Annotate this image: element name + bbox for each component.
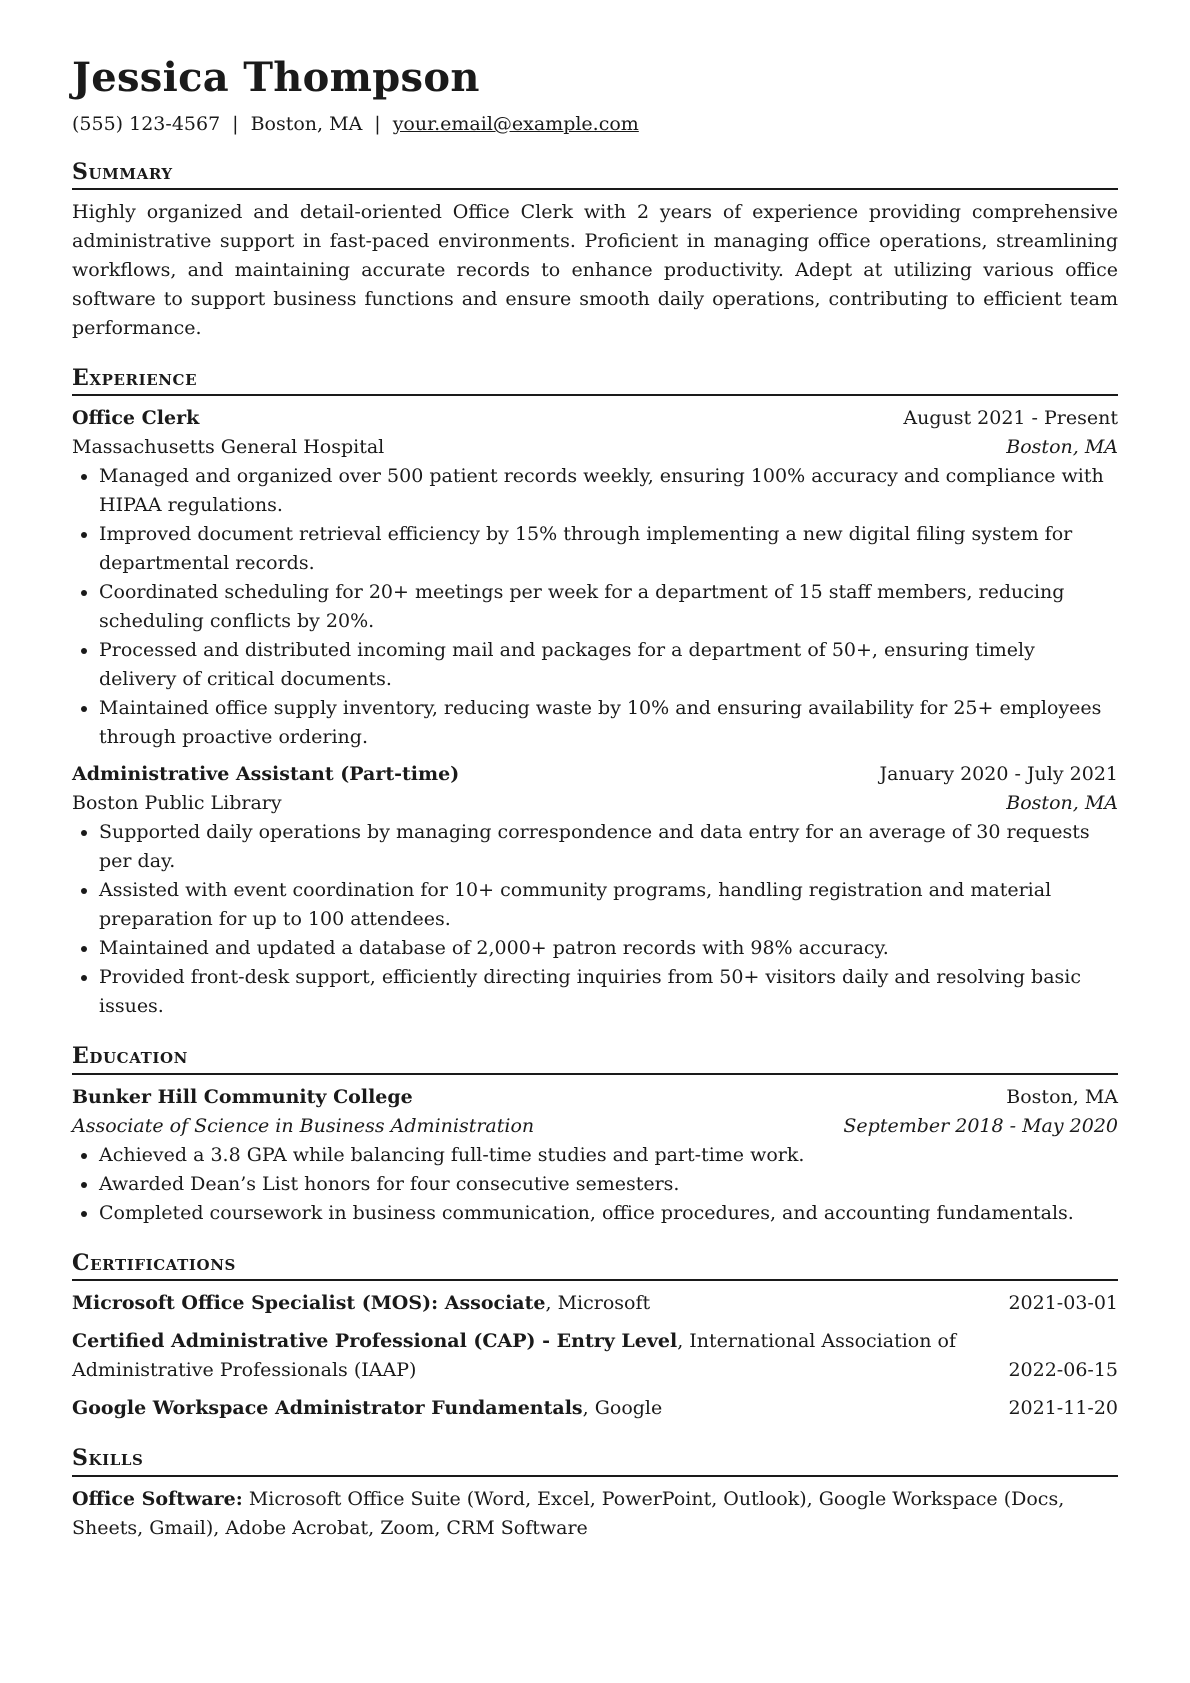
section-title-skills: Skills [72,1445,1118,1476]
separator: | [374,113,381,135]
list-item: • Managed and organized over 500 patient records weekly, ensuring 100% accuracy and compliance with HIPAA regulations. [99,462,1118,520]
certification-issuer: Microsoft [557,1292,651,1315]
skills-text: Microsoft Office Suite (Word, Excel, PowerPoint, Outlook), Google Workspace (Docs, Sheets, Gmail), Adobe Acrobat, Zoom, CRM Software [72,1487,1065,1539]
certification-issuer: International Association of Administrative Professionals (IAAP) [72,1330,956,1382]
job-header [72,404,1118,433]
school-location: Boston, MA [1006,1085,1118,1108]
list-item: • Provided front-desk support, efficiently directing inquiries from 50+ visitors daily and resolving basic issues. [99,963,1118,1021]
certification-name: Google Workspace Administrator Fundamentals [72,1397,583,1420]
summary-section [72,159,1118,343]
job-role: Administrative Assistant (Part-time) [72,763,460,786]
certification-name: Microsoft Office Specialist (MOS): Associate [72,1292,546,1315]
education-dates: September 2018 - May 2020 [843,1114,1118,1137]
experience-section [72,365,1118,1021]
list-item: • Achieved a 3.8 GPA while balancing full-time studies and part-time work. [99,1141,1118,1170]
certification-date: 2021-11-20 [1008,1397,1118,1420]
list-item: • Completed coursework in business communication, office procedures, and accounting fundamentals. [99,1199,1118,1228]
certification-date: 2022-06-15 [1008,1359,1118,1382]
certification-name: Certified Administrative Professional (CAP) - Entry Level [72,1330,678,1353]
certifications-section [72,1250,1118,1423]
section-title-certifications: Certifications [72,1250,1118,1281]
skills-label: Office Software: [72,1487,243,1510]
job-subheader [72,433,1118,462]
list-item: • Improved document retrieval efficiency by 15% through implementing a new digital filing system for departmental records. [99,520,1118,578]
candidate-name: Jessica Thompson [72,54,480,101]
list-item: • Maintained and updated a database of 2,000+ patron records with 98% accuracy. [99,934,1118,963]
school-name: Bunker Hill Community College [72,1085,413,1108]
job-dates: August 2021 - Present [903,407,1118,430]
certification-issuer: Google [594,1397,663,1420]
list-item: • Assisted with event coordination for 10+ community programs, handling registration and material preparation for up to 100 attendees. [99,876,1118,934]
job-header [72,760,1118,789]
location: Boston, MA [250,113,363,135]
summary-text: Highly organized and detail-oriented Office Clerk with 2 years of experience providing comprehensive administrative support in fast-paced environments. Proficient in managing office operations, streamlining workflows, and maintaining accurate records to enhance productivity. Adept at utilizing various office software to support business functions and ensure smooth daily operations, contributing to efficient team performance. [72,201,1118,340]
email-link[interactable]: your.email@example.com [392,113,639,135]
education-subheader [72,1112,1118,1141]
job-location: Boston, MA [1006,436,1118,459]
education-section [72,1043,1118,1227]
job-role: Office Clerk [72,407,200,430]
certification-date: 2021-03-01 [1008,1292,1118,1315]
certification-item: Certified Administrative Professional (CAP) - Entry Level, International Association of Administrative Professionals (IAAP) 2022-06-15 [72,1327,1118,1385]
certification-item: Google Workspace Administrator Fundamentals, Google 2021-11-20 [72,1394,1118,1423]
job-entry [72,760,1118,1021]
skills-line [72,1485,1118,1543]
phone: (555) 123-4567 [72,113,221,135]
contact-line [72,112,1118,137]
job-dates: January 2020 - July 2021 [879,763,1118,786]
section-title-education: Education [72,1043,1118,1074]
separator: | [232,113,239,135]
list-item: • Processed and distributed incoming mail and packages for a department of 50+, ensuring timely delivery of critical documents. [99,636,1118,694]
job-entry [72,404,1118,752]
job-bullets [72,818,1118,1021]
section-title-experience: Experience [72,365,1118,396]
job-subheader [72,789,1118,818]
job-location: Boston, MA [1006,792,1118,815]
certification-item: Microsoft Office Specialist (MOS): Associate, Microsoft 2021-03-01 [72,1289,1118,1318]
section-title-summary: Summary [72,159,1118,190]
degree: Associate of Science in Business Administration [72,1114,535,1137]
job-bullets [72,462,1118,752]
skills-section [72,1445,1118,1542]
job-company: Massachusetts General Hospital [72,436,385,459]
list-item: • Maintained office supply inventory, reducing waste by 10% and ensuring availability for 25+ employees through proactive ordering. [99,694,1118,752]
list-item: • Awarded Dean’s List honors for four consecutive semesters. [99,1170,1118,1199]
list-item: • Coordinated scheduling for 20+ meetings per week for a department of 15 staff members, reducing scheduling conflicts by 20%. [99,578,1118,636]
education-bullets [72,1141,1118,1228]
list-item: • Supported daily operations by managing correspondence and data entry for an average of 30 requests per day. [99,818,1118,876]
education-header [72,1083,1118,1112]
job-company: Boston Public Library [72,792,282,815]
